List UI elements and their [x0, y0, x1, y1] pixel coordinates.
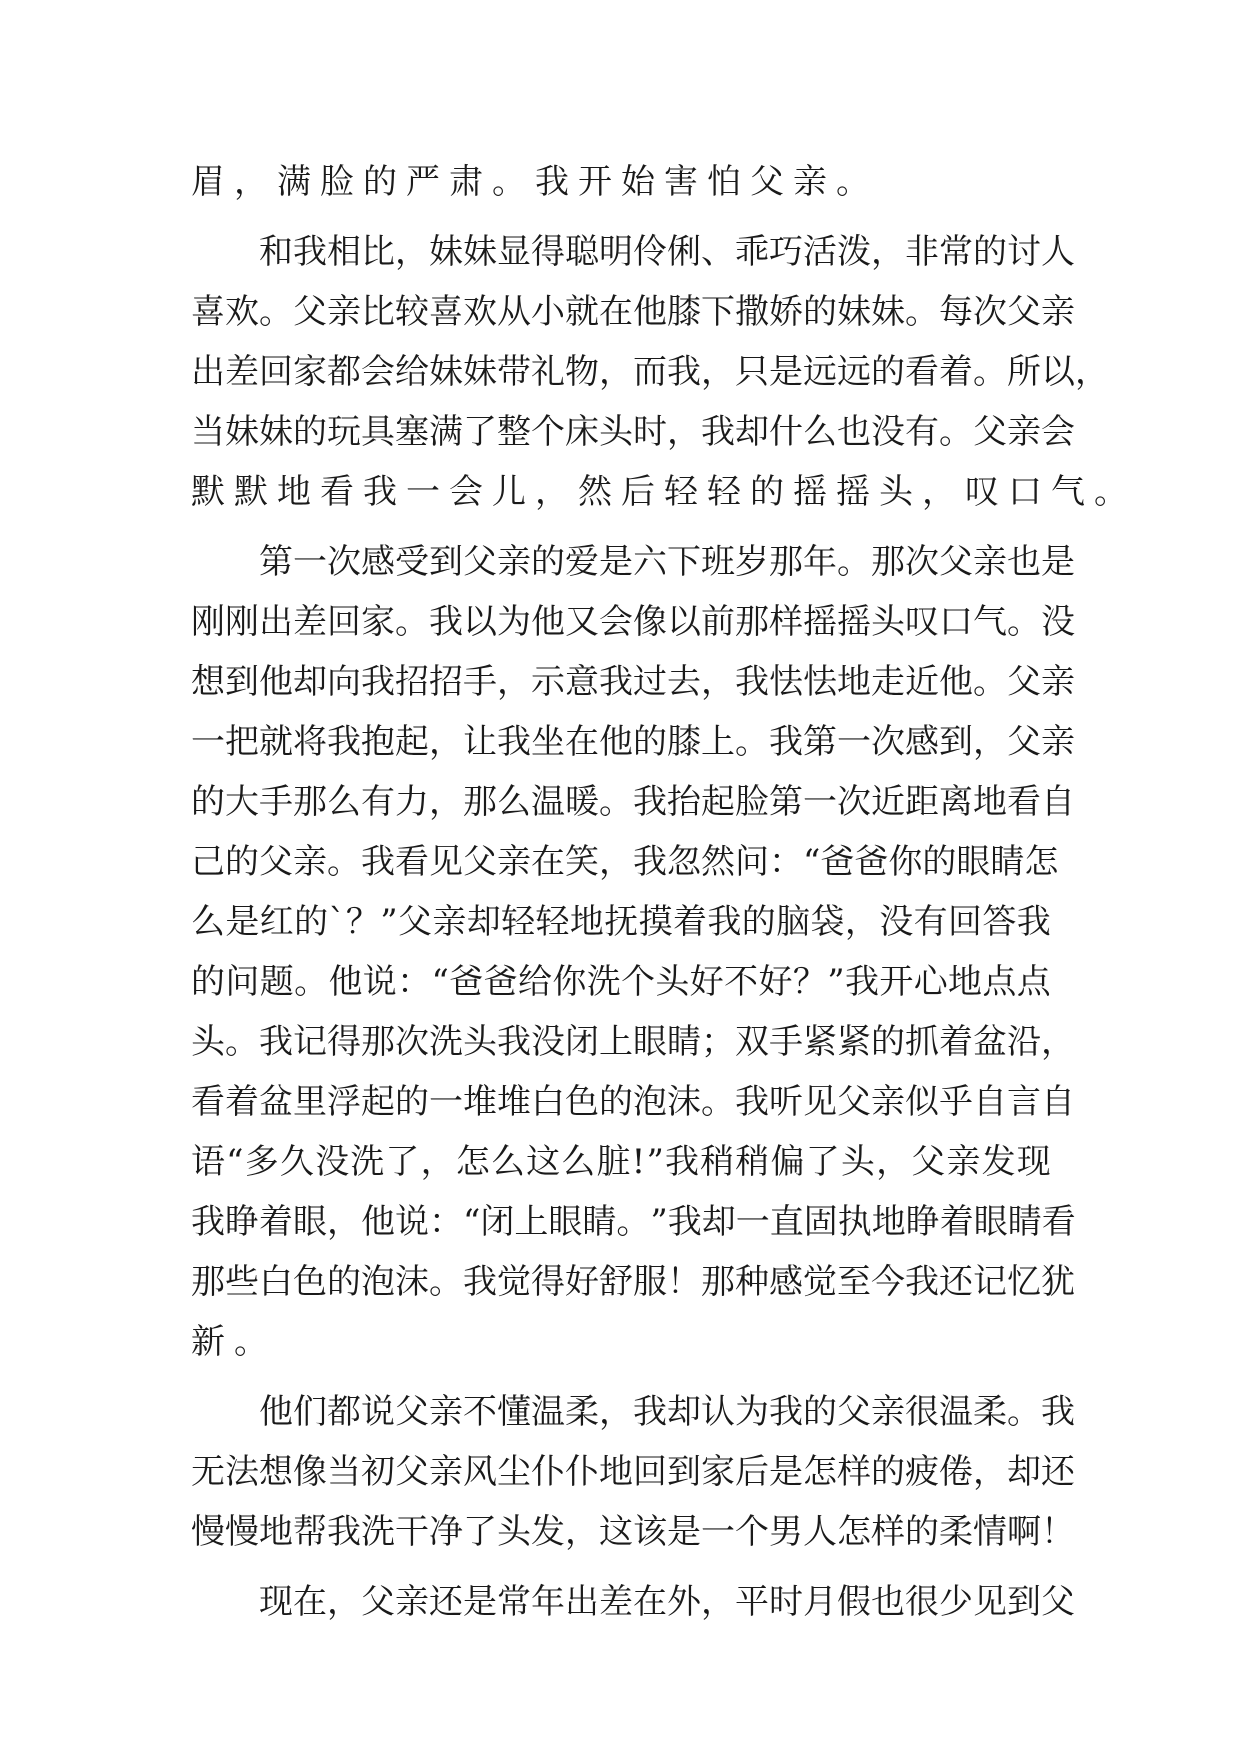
text-line: 的 大 手 那 么 有 力 ， 那 么 温 暖 。 我 抬 起 脸 第 一 次 近 距 离 地 看 自 — [191, 782, 1075, 822]
text-line: 出 差 回 家 都 会 给 妹 妹 带 礼 物 ， 而 我 ， 只 是 远 远 的 看 着 。 所 以 ， — [191, 352, 1109, 392]
text-line: 我 睁 着 眼 ， 他 说 ： “ 闭 上 眼 睛 。 ” 我 却 一 直 固 执 地 睁 着 眼 睛 看 — [191, 1202, 1076, 1242]
text-line: 那 些 白 色 的 泡 沫 。 我 觉 得 好 舒 服 ！ 那 种 感 觉 至 今 我 还 记 忆 犹 — [191, 1262, 1075, 1302]
text-line — [191, 152, 1051, 212]
text-line — [191, 462, 1137, 522]
text-line: 语 “ 多 久 没 洗 了 ， 怎 么 这 么 脏 ! ” 我 稍 稍 偏 了 头 ， 父 亲 发 现 — [191, 1142, 1051, 1182]
paragraph-first-line: 和 我 相 比 ， 妹 妹 显 得 聪 明 伶 俐 、 乖 巧 活 泼 ， 非 常 的 讨 人 — [259, 232, 1075, 272]
text-line: 么 是 红 的 ` ？ ” 父 亲 却 轻 轻 地 抚 摸 着 我 的 脑 袋 ， 没 有 回 答 我 — [191, 902, 1051, 942]
text-line: 刚 刚 出 差 回 家 。 我 以 为 他 又 会 像 以 前 那 样 摇 摇 头 叹 口 气 。 没 — [191, 602, 1075, 642]
text-line: 想 到 他 却 向 我 招 招 手 ， 示 意 我 过 去 ， 我 怯 怯 地 走 近 他 。 父 亲 — [191, 662, 1075, 702]
text-line: 无 法 想 像 当 初 父 亲 风 尘 仆 仆 地 回 到 家 后 是 怎 样 的 疲 倦 ， 却 还 — [191, 1452, 1075, 1492]
text-line — [191, 1312, 1051, 1372]
line-text: 新。 — [191, 1322, 277, 1362]
essay-body — [191, 152, 1137, 1632]
text-line: 的 问 题 。 他 说 ： “ 爸 爸 给 你 洗 个 头 好 不 好 ？ ” 我 开 心 地 点 点 — [191, 962, 1051, 1002]
text-line: 看 着 盆 里 浮 起 的 一 堆 堆 白 色 的 泡 沫 。 我 听 见 父 亲 似 乎 自 言 自 — [191, 1082, 1075, 1122]
text-line: 己 的 父 亲 。 我 看 见 父 亲 在 笑 ， 我 忽 然 问 ： “ 爸 爸 你 的 眼 睛 怎 — [191, 842, 1059, 882]
paragraph-first-line: 他 们 都 说 父 亲 不 懂 温 柔 ， 我 却 认 为 我 的 父 亲 很 温 柔 。 我 — [259, 1392, 1075, 1432]
text-line: 喜 欢 。 父 亲 比 较 喜 欢 从 小 就 在 他 膝 下 撒 娇 的 妹 妹 。 每 次 父 亲 — [191, 292, 1075, 332]
text-line: 一 把 就 将 我 抱 起 ， 让 我 坐 在 他 的 膝 上 。 我 第 一 次 感 到 ， 父 亲 — [191, 722, 1075, 762]
paragraph-first-line: 第 一 次 感 受 到 父 亲 的 爱 是 六 下 班 岁 那 年 。 那 次 父 亲 也 是 — [259, 542, 1075, 582]
text-line: 当 妹 妹 的 玩 具 塞 满 了 整 个 床 头 时 ， 我 却 什 么 也 没 有 。 父 亲 会 — [191, 412, 1075, 452]
text-line: 慢 慢 地 帮 我 洗 干 净 了 头 发 ， 这 该 是 一 个 男 人 怎 样 的 柔 情 啊 ！ — [191, 1512, 1075, 1552]
line-text: 默默地看我一会儿，然后轻轻的摇摇头，叹口气。 — [191, 472, 1137, 512]
line-text: 眉，满脸的严肃。我开始害怕父亲。 — [191, 162, 879, 202]
text-line: 头 。 我 记 得 那 次 洗 头 我 没 闭 上 眼 睛 ； 双 手 紧 紧 的 抓 着 盆 沿 ， — [191, 1022, 1075, 1062]
paragraph-first-line: 现 在 ， 父 亲 还 是 常 年 出 差 在 外 ， 平 时 月 假 也 很 少 见 到 父 — [259, 1582, 1075, 1622]
